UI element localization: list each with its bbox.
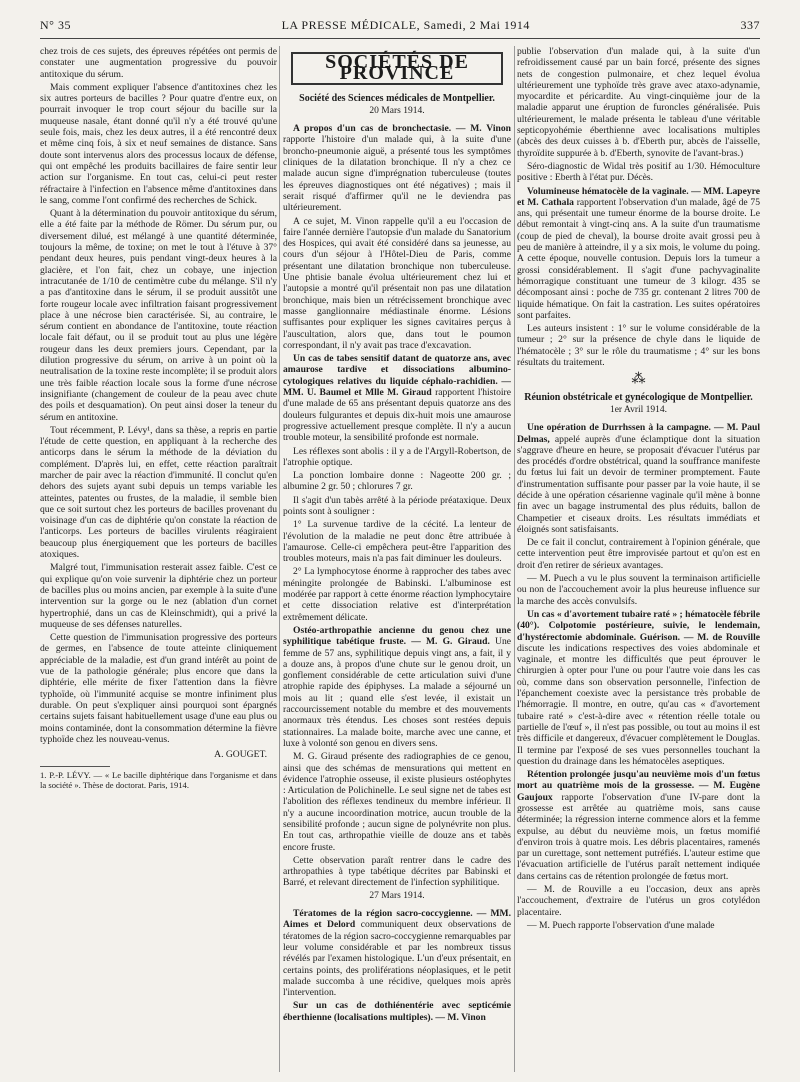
page-header — [40, 18, 760, 36]
paragraph: 2° La lymphocytose énorme à rapprocher des tabes avec méningite prolongée de Babinski. L'albuminose est modérée par rapport à cette énorme réaction lymphocytaire et cette dissociation relative est d'interprétation extrêmement délicate. — [283, 566, 511, 623]
header-rule — [40, 38, 760, 39]
paragraph: Les réflexes sont abolis : il y a de l'Argyll-Robertson, de l'atrophie optique. — [283, 445, 511, 468]
article-text: appelé auprès d'une éclamptique dont la situation s'aggrave d'heure en heure, se proposait d'évacuer l'utérus par des procédés d'ordre obstétrical, quand la souffrance manifeste du fœtus lui fait un devoir de terminer promptement. Faute d'instrumentation suffisante pour passer par la voie haute, il se décide à une opération césarienne vaginale qu'il mène à bonne fin avec un bagage instrumental des plus réduits, ballon de Champetier et ciseaux droits. Les résultats immédiats et éloignés sont satisfaisants. — [517, 433, 760, 535]
article-heading: Un cas « d'avortement tubaire raté » ; hématocèle fébrile (40°). Colpotomie postérieure, suivie, le lendemain, d'hystérectomie abdominale. Guérison. — M. de Rouville — [517, 608, 760, 643]
article-heading: Volumineuse hématocèle de la vaginale. — MM. Lapeyre et M. Cathala — [517, 185, 760, 208]
session-date: 20 Mars 1914. — [369, 105, 425, 116]
paragraph: Malgré tout, l'immunisation resterait assez faible. C'est ce qui explique qu'on voie survenir la diphtérie chez un porteur de bacilles plus ou moins ancien, par exemple à la suite d'une intervention sur la gorge ou le nez (ablation d'un cornet hypertrophié, dans un cas de Kleinschmidt), qui a privé la muqueuse de ses défenses naturelles. — [40, 562, 277, 630]
column-2 — [283, 46, 511, 1074]
running-title: LA PRESSE MÉDICALE, Samedi, 2 Mai 1914 — [281, 18, 530, 32]
society-name: Réunion obstétricale et gynécologique de Montpellier. — [524, 391, 753, 403]
paragraph: chez trois de ces sujets, des épreuves répétées ont permis de constater une augmentation progressive du pouvoir antitoxique du sérum. — [40, 46, 277, 80]
column-1 — [40, 46, 277, 1074]
section-ornament: ⁂ — [631, 372, 646, 388]
paragraph: Il s'agit d'un tabès arrêté à la période préataxique. Deux points sont à souligner : — [283, 494, 511, 517]
article-heading: Tératomes de la région sacro-coccygienne. — MM. Aimes et Delord — [283, 908, 511, 931]
article-heading: Une opération de Durrhssen à la campagne. — M. Paul Delmas, — [517, 422, 760, 445]
paragraph: M. G. Giraud présente des radiographies de ce genou, ainsi que des schémas de mensurations qui mettent en évidence l'atrophie osseuse, il existe plusieurs ostéophytes : Articulation de Polichinelle. Le seul signe net de tabes est l'abolition des réflexes tendineux du membre inférieur. Il n'y a aucune incoordination motrice, aucun trouble de la sensibilité profonde ; aucun signe de polynévrite non plus. En tout cas, arthropathie vieille de douze ans et tabès encore fruste. — [283, 751, 511, 853]
article-text: rapportent l'histoire d'une malade de 65 ans présentant depuis quatorze ans des douleurs fulgurantes et depuis dix-huit mois une amaurose progressive actuellement presque complète. Il n'y a aucun trouble moteur, la sensibilité profonde est normale. — [283, 387, 511, 444]
paragraph: Quant à la détermination du pouvoir antitoxique du sérum, elle a été faite par la méthode de Römer. Du sérum pur, ou diversement dilué, est mélangé à une quantité déterminée, toujours la même, de toxine; on met le tout à l'étuve à 37° pendant deux heures, puis pendant vingt-deux heures à la glacière, et l'on fait, chez un cobaye, une injection intracutanée de 1/10 de centimètre cube du mélange. S'il n'y a pas d'antitoxine dans le sérum, il se produit aussitôt une forte rougeur locale avec infiltration faisant progressivement place à une nécrose bien caractérisée. Si, au contraire, le sérum contient en abondance de l'antitoxine, toute réaction locale fait défaut, ou il se produit tout au plus une légère rougeur dans les deux premiers jours. Cependant, par la dilution progressive du sérum, on arrive à un point où la neutralisation de la toxine reste incomplète; il se produit alors une très faible réaction locale sous la forme d'une nécrose insignifiante (changement de couleur de la peau avec chute des poils et desquamation). On peut ainsi doser la teneur du sérum en antitoxine. — [40, 208, 277, 423]
article-heading: Rétention prolongée jusqu'au neuvième mois d'un fœtus mort au quatrième mois de la grossesse. — M. Eugène Gaujoux — [517, 769, 760, 803]
paragraph: — M. Puech rapporte l'observation d'une malade — [527, 919, 715, 931]
footnote: 1. P.-P. LÉVY. — « Le bacille diphtérique dans l'organisme et dans la société ». Thèse de doctorat. Paris, 1914. — [40, 770, 277, 791]
paragraph: publie l'observation d'un malade qui, à la suite d'un refroidissement causé par un bain forcé, présente des signes nets de congestion pulmonaire, et chez lequel évolua ultérieurement une typhoïde très grave avec ataxo-adynamie, myocardite et péricardite. Au vingt-cinquième jour de la maladie apparut une éruption de furoncles généralisée. Puis ultérieurement, le malade présenta le tableau d'une véritable septicopyohémie éberthienne avec localisations multiples (abcès des deux cuisses à b. d'Eberth pur, abcès de l'aisselle, thyroïdite suppurée à b. d'Eberth, synovite de l'avant-bras.) — [517, 46, 760, 159]
article-text: Une femme de 57 ans, syphilitique depuis vingt ans, a fait, il y a douze ans, à propos d'une chute sur le genou droit, un gonflement considérable de cette articulation suivi d'une atrophie rapide des épiphyses. La malade a séjourné un mois au lit ; quand elle s'est levée, il existait un raccourcissement notable du membre et des mouvements anormaux très étendus. Les choses sont restées depuis stationnaires. La malade boite, marche avec une canne, et luxe à volonté son genou en divers sens. — [283, 636, 511, 749]
article-heading: Sur un cas de dothiénentérie avec septicémie éberthienne (localisations multiples). — M. Vinon — [283, 1000, 511, 1023]
footnote-rule — [40, 766, 110, 767]
column-3 — [517, 46, 760, 1074]
article-text: communiquent deux observations de tératomes de la région sacro-coccygienne remarquables par leur volume considérable et par les nombreux tissus révélés par l'examen histologique. L'un d'eux présentait, en certains points, des proliférations néoplasiques, et le petit malade succomba à une récidive, quelques mois après l'intervention. — [283, 919, 511, 999]
article-text: rapporte l'histoire d'un malade qui, à la suite d'une broncho-pneumonie aiguë, a présenté tous les symptômes cliniques de la dilatation bronchique. Il n'y a chez ce malade aucun signe d'imprégnation tuberculeuse (toutes les épreuves diagnostiques ont été négatives) ; mais il serait risqué d'affirmer qu'il ne le deviendra pas ultérieurement. — [283, 134, 511, 214]
paragraph: 1° La survenue tardive de la cécité. La lenteur de l'évolution de la maladie ne peut donc être attribuée à l'amaurose. Celle-ci empêchera peut-être l'apparition des troubles moteurs, mais n'a pas fait diminuer les douleurs. — [283, 519, 511, 565]
paragraph: Cette question de l'immunisation progressive des porteurs de germes, en l'absence de toute atteinte cliniquement appréciable de la maladie, est d'un grand intérêt au point de vue de la pathologie générale; plus encore que dans la diphtérie, elle mérite de fixer l'attention dans la fièvre typhoïde, où l'immunité acquise se montre infiniment plus durable. On peut s'expliquer ainsi pourquoi sont épargnés certains sujets faisant habituellement usage d'une eau plus ou moins contaminée, dont la consommation détermine la fièvre typhoïde chez les nouveau-venus. — [40, 632, 277, 745]
author-signature: A. GOUGET. — [214, 749, 267, 761]
article-heading: Un cas de tabes sensitif datant de quatorze ans, avec amaurose tardive et dissociations albumino-cytologiques relatives du liquide céphalo-rachidien. — MM. U. Baumel et Mlle M. Giraud — [283, 353, 511, 399]
article-text: rapportent l'observation d'un malade, âgé de 75 ans, qui présentait une tumeur énorme de la bourse droite. Le début remontait à vingt-cinq ans. A la suite d'un traumatisme (coup de pied de cheval), la bourse droite avait grossi peu à peu de manière à atteindre, il y a six mois, le volume du poing. A cette époque, nouvelle contusion. Depuis lors la tumeur a grossi considérablement. Il s'agit d'une pachyvaginalite hémorragique constituant une tumeur de 3 kilogr. 435 se décomposant ainsi : poche de 735 gr. contenant 2 litres 700 de liquide hématique. On fait la castration. Les suites opératoires sont parfaites. — [517, 196, 760, 321]
paragraph: Les auteurs insistent : 1° sur le volume considérable de la tumeur ; 2° sur la présence de chyle dans le liquide de l'hématocèle ; 3° sur le rôle du traumatisme ; 4° sur les bons résultats du traitement. — [517, 323, 760, 369]
paragraph: — M. de Rouville a eu l'occasion, deux ans après l'accouchement, d'extraire de l'utérus un gros cotylédon placentaire. — [517, 884, 760, 918]
paragraph: Mais comment expliquer l'absence d'antitoxines chez les six autres porteurs de bacilles ? Pour quatre d'entre eux, on pourrait invoquer le trop court séjour du bacille sur la muqueuse nasale, étant donné qu'il n'y a été trouvé qu'une seule fois, mais, chez les deux autres, il a été rencontré deux et même cinq fois, à six et neuf semaines de distance. Sans doute sont intervenus alors des processus locaux de défense, qui ont empêché les produits bacillaires de faire sentir leur action sur l'organisme. En tout cas, celui-ci peut rester réfractaire à l'infection en l'absence même d'antitoxines dans le sang, comme l'ont confirmé des recherches de Schick. — [40, 81, 277, 206]
paragraph: De ce fait il conclut, contrairement à l'opinion générale, que cette intervention peut être improvisée partout et qu'on est en droit d'en retirer de sérieux avantages. — [517, 537, 760, 571]
page-number: 337 — [740, 18, 760, 32]
article-heading: Ostéo-arthropathie ancienne du genou chez une syphilitique tabétique fruste. — M. G. Giraud. — [283, 624, 511, 648]
paragraph: Séro-diagnostic de Widal très positif au 1/30. Hémoculture positive : Eberth à l'état pur. Décès. — [517, 160, 760, 184]
article-text: rapporte l'observation d'une IV-pare dont la grossesse est arrêtée au quatrième mois, sans cause déterminée; la régression interne commence alors et la femme expulse, au début du neuvième mois, un fœtus momifié d'environ trois à quatre mois. Les débris placentaires, ramenés par un curettage, sont nettement putréfiés. L'auteur estime que l'évacuation artificielle de l'utérus paraît nettement indiquée dans certains cas de rétention prolongée de fœtus mort. — [517, 791, 760, 882]
session-date: 1er Avril 1914. — [609, 404, 668, 415]
column-divider — [279, 46, 280, 1072]
paragraph: A ce sujet, M. Vinon rappelle qu'il a eu l'occasion de faire l'année dernière l'autopsie d'un malade du Sanatorium des Hospices, qui avait été considéré dans sa jeunesse, au cours d'un séjour à l'Hôtel-Dieu de Paris, comme présentant une dilatation bronchique non tuberculeuse. Une phtisie banale évolua ultérieurement chez lui et l'autopsie a montré qu'il présentait non pas une dilatation bronchique, mais bien un rétrécissement bronchique avec masse ganglionnaire médiastinale énorme. Lésions suffisantes pour expliquer les signes cavitaires perçus à l'auscultation, alors que, dans tout le poumon correspondant, il n'y avait pas trace d'excavation. — [283, 215, 511, 351]
society-name: Société des Sciences médicales de Montpellier. — [299, 92, 495, 104]
article-heading: A propos d'un cas de bronchectasie. — M. Vinon — [293, 123, 511, 135]
session-date: 27 Mars 1914. — [369, 890, 425, 901]
paragraph: La ponction lombaire donne : Nageotte 200 gr. ; albumine 2 gr. 50 ; chlorures 7 gr. — [283, 470, 511, 493]
article-text: discute les indications respectives des voies abdominale et vaginale, et montre les difficultés que peut éprouver le chirurgien à opter pour l'une ou pour l'autre voie dans les cas où, comme dans son observation personnelle, l'infection de l'épanchement coexiste avec la persistance très probable de l'hémorragie. Il montre, en outre, qu'au cas « d'avortement tubaire raté » c'est-à-dire avec « rétention réelle totale ou partielle de l'œuf », il n'est pas possible, ou tout au moins il est très difficile et dangereux, d'évacuer complètement le Douglas. Il termine par l'exposé de ses vues personnelles touchant la question du drainage dans les hématocèles aseptiques. — [517, 642, 760, 767]
paragraph: Cette observation paraît rentrer dans le cadre des arthropathies à type tabétique décrites par Babinski et Barré, et relevant directement de l'infection syphilitique. — [283, 854, 511, 889]
paragraph: Tout récemment, P. Lévy¹, dans sa thèse, a repris en partie l'étude de cette question, en appliquant à la recherche des anticorps dans le sérum la méthode de la déviation du complément. D'après lui, en effet, cette réaction paraîtrait marcher de pair avec la réaction d'immunité. Il conclut qu'en dehors des sujets ayant subi depuis un temps variable les atteintes, patentes ou frustes, de la maladie, il semble bien que ce soit surtout chez les porteurs de bacilles provenant du voisinage d'un cas de diphtérie qu'on constate la réaction de l'anticorps. Les porteurs de bacilles virulents réagiraient beaucoup plus énergiquement que les porteurs de bacilles atoxiques. — [40, 424, 277, 561]
issue-number: N° 35 — [40, 18, 71, 32]
paragraph: — M. Puech a vu le plus souvent la terminaison artificielle ou non de l'accouchement avoir la plus heureuse influence sur la marche des accès convulsifs. — [517, 573, 760, 607]
section-title: SOCIÉTÉS DE PROVINCE — [291, 52, 503, 85]
column-divider — [514, 46, 515, 1072]
